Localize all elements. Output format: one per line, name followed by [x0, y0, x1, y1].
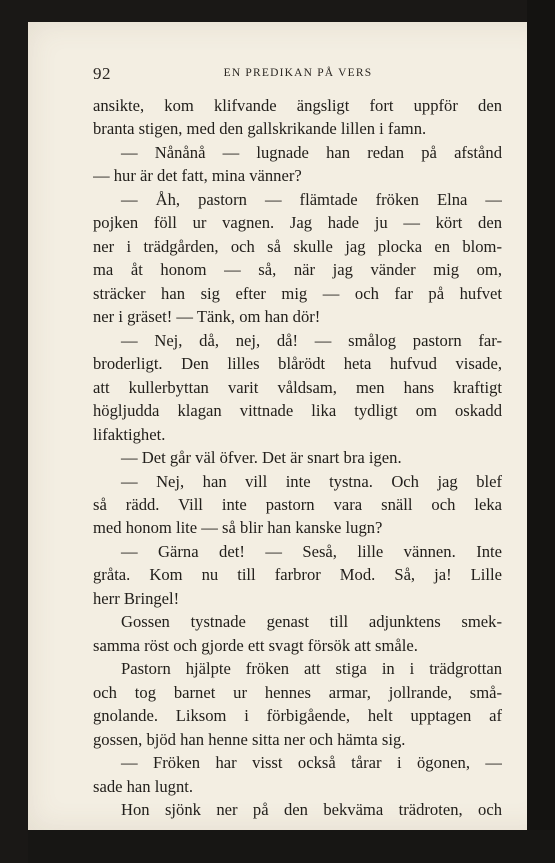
text-line: — hur är det fatt, mina vänner? [93, 166, 302, 186]
text-line: så rädd. Vill inte pastorn vara snäll och leka [93, 494, 502, 514]
text-line: att kullerbyttan varit våldsam, men hans kraftigt [93, 377, 502, 397]
text-line: gnolande. Liksom i förbigående, helt upptagen af [93, 706, 502, 726]
text-line: ma åt honom — så, när jag vänder mig om, [93, 260, 502, 280]
text-line: pojken föll ur vagnen. Jag hade ju — kört den [93, 213, 502, 233]
text-line: — Nej, då, nej, då! — smålog pastorn far- [121, 330, 502, 350]
text-line: — Nej, han vill inte tystna. Och jag blef [121, 471, 502, 491]
text-line: Gossen tystnade genast till adjunktens smek- [121, 612, 502, 632]
text-line: sade han lugnt. [93, 776, 194, 796]
text-line: gråta. Kom nu till farbror Mod. Så, ja! Lille [93, 565, 502, 585]
text-line: branta stigen, med den gallskrikande lillen i famn. [93, 119, 427, 139]
text-line: och tog barnet ur hennes armar, jollrande, små- [93, 682, 502, 702]
text-line: — Det går väl öfver. Det är snart bra igen. [121, 448, 402, 468]
text-line: — Nånånå — lugnade han redan på afstånd [121, 142, 502, 162]
text-line: ner i gräset! — Tänk, om han dör! [93, 307, 321, 327]
running-head [93, 64, 503, 84]
text-line: Pastorn hjälpte fröken att stiga in i trädgrottan [121, 659, 502, 679]
book-spine-shadow [527, 0, 555, 863]
text-line: — Gärna det! — Seså, lille vännen. Inte [121, 541, 502, 561]
text-line: sträcker han sig efter mig — och far på hufvet [93, 283, 502, 303]
text-line: — Fröken har visst också tårar i ögonen, — [121, 753, 502, 773]
running-title: EN PREDIKAN PÅ VERS [223, 67, 373, 79]
text-line: Hon sjönk ner på den bekväma trädroten, och [121, 800, 502, 820]
text-line: lifaktighet. [93, 424, 166, 444]
text-line: gossen, bjöd han henne sitta ner och hämta sig. [93, 729, 406, 749]
text-line: ansikte, kom klifvande ängsligt fort uppför den [93, 96, 502, 115]
page-bottom-edge [28, 830, 555, 863]
text-line: högljudda klagan vittnade lika tydligt om oskadd [93, 401, 502, 421]
text-line: herr Bringel! [93, 588, 180, 608]
body-text [93, 94, 502, 822]
text-line: broderligt. Den lilles blårödt heta hufvud visade, [93, 354, 502, 374]
text-line: med honom lite — så blir han kanske lugn? [93, 518, 383, 538]
text-line: — Åh, pastorn — flämtade fröken Elna — [121, 189, 502, 209]
text-line: ner i trädgården, och så skulle jag plocka en blom- [93, 236, 502, 256]
text-line: samma röst och gjorde ett svagt försök att småle. [93, 635, 418, 655]
page-number: 92 [93, 64, 111, 83]
